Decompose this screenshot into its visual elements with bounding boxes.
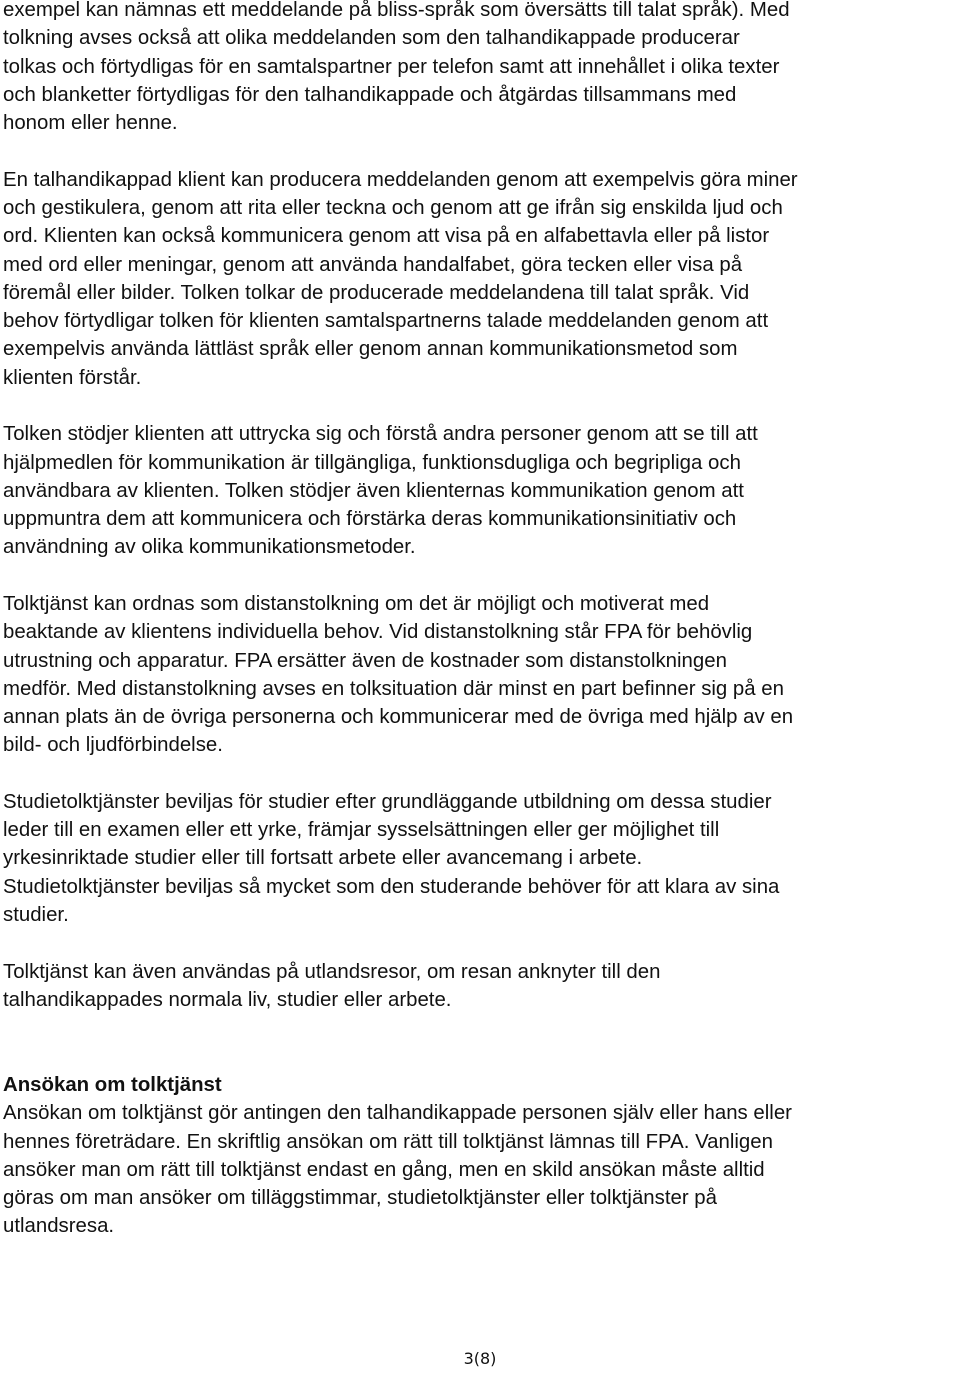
paragraph-interpretation-definition: exempel kan nämnas ett meddelande på bliss-språk som översätts till talat språk). Med tolkning avses också att olika meddelanden som den talhandikappade producerar tolkas och förtydligas för en samtalspartner per telefon samt att innehållet i olika texter och blanketter förtydligas för den talhandikappade och åtgärdas tillsammans med honom eller henne. (3, 0, 790, 135)
paragraph-client-messages: En talhandikappad klient kan producera meddelanden genom att exempelvis göra miner och gestikulera, genom att rita eller teckna och genom att ge ifrån sig enskilda ljud och ord. Klienten kan också kommunicera genom att visa på en alfabettavla eller på listor med ord eller meningar, genom att använda handalfabet, göra tecken eller visa på föremål eller bilder. Tolken tolkar de producerade meddelandena till talat språk. Vid behov förtydligar tolken för klienten samtalspartnerns talade meddelanden genom att exempelvis använda lättläst språk eller genom annan kommunikationsmetod som klienten förstår. (3, 168, 798, 389)
section-heading: Ansökan om tolktjänst (3, 1073, 222, 1096)
page-number: 3(8) (463, 1349, 497, 1368)
application-section (3, 1071, 958, 1241)
paragraph-interpreter-support: Tolken stödjer klienten att uttrycka sig och förstå andra personer genom att se till att hjälpmedlen för kommunikation är tillgängliga, funktionsdugliga och begripliga och användbara av klienten. Tolken stödjer även klienternas kommunikation genom att uppmuntra dem att kommunicera och förstärka deras kommunikationsinitiativ och användning av olika kommunikationsmetoder. (3, 423, 758, 559)
section-body: Ansökan om tolktjänst gör antingen den talhandikappade personen själv eller hans eller hennes företrädare. En skriftlig ansökan om rätt till tolktjänst lämnas till FPA. Vanligen ansöker man om rätt till tolktjänst endast en gång, men en skild ansökan måste alltid göras om man ansöker om tilläggstimmar, studietolktjänster eller tolktjänster på utlandsresa. (3, 1102, 792, 1238)
paragraph-remote-interpretation: Tolktjänst kan ordnas som distanstolkning om det är möjligt och motiverat med beaktande av klientens individuella behov. Vid distanstolkning står FPA för behövlig utrustning och apparatur. FPA ersätter även de kostnader som distanstolkningen medför. Med distanstolkning avses en tolksituation där minst en part befinner sig på en annan plats än de övriga personerna och kommunicerar med de övriga med hjälp av en bild- och ljudförbindelse. (3, 592, 794, 757)
document-body (3, 0, 958, 1241)
paragraph-study-interpretation: Studietolktjänster beviljas för studier efter grundläggande utbildning om dessa studier leder till en examen eller ett yrke, främjar sysselsättningen eller ger möjlighet till yrkesinriktade studier eller till fortsatt arbete eller avancemang i arbete. Studietolktjänster beviljas så mycket som den studerande behöver för att klara av sina studier. (3, 790, 780, 927)
paragraph-travel-interpretation: Tolktjänst kan även användas på utlandsresor, om resan anknyter till den talhandikappades normala liv, studier eller arbete. (3, 960, 661, 1011)
